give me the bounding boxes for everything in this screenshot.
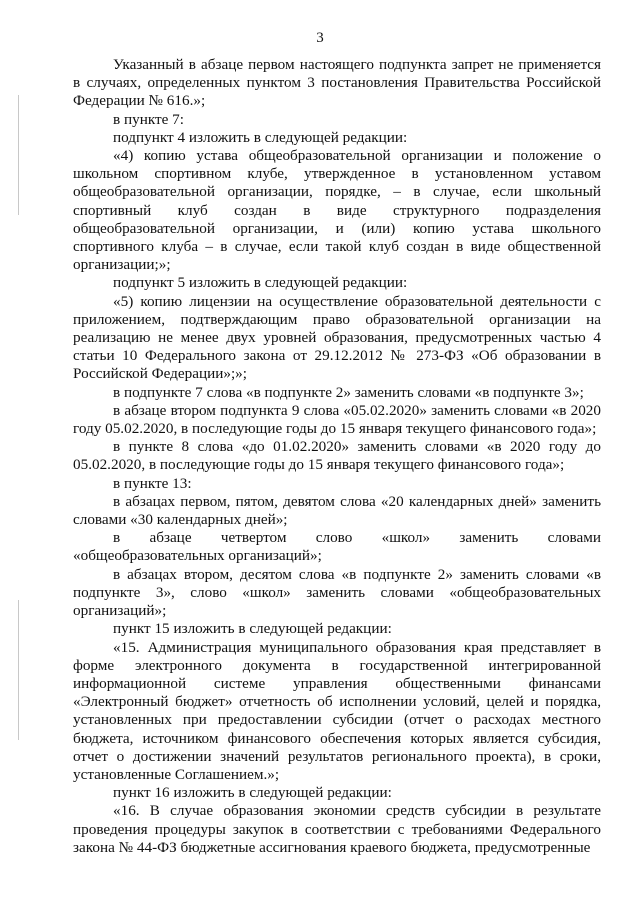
document-body — [73, 56, 601, 857]
margin-scan-mark — [18, 600, 19, 740]
paragraph: Указанный в абзаце первом настоящего подпункта запрет не применяется в случаях, определенных пунктом 3 постановления Правительства Российской Федерации № 616.»; — [73, 56, 601, 110]
margin-scan-mark — [18, 95, 19, 215]
paragraph: в абзаце четвертом слово «школ» заменить словами «общеобразовательных организаций»; — [73, 529, 601, 565]
paragraph: «15. Администрация муниципального образования края представляет в форме электронного документа в государственной интегрированной информационной системе управления общественными финансами «Электронный бюджет» отчетность об исполнении условий, целей и порядка, установленных при предоставлении субсидии (отчет о расходах местного бюджета, источником финансового обеспечения которых является субсидия, отчет о достижении значений результатов регионального проекта), в сроки, установленные Соглашением.»; — [73, 638, 601, 783]
paragraph: «4) копию устава общеобразовательной организации и положение о школьном спортивном клубе, утвержденное в установленном уставом общеобразовательной организации, порядке, – в случае, если школьный спортивный клуб создан в виде структурного подразделения общеобразовательной организации, и (или) копию устава школьного спортивного клуба – в случае, если такой клуб создан в виде общественной организации;»; — [73, 147, 601, 274]
paragraph: подпункт 5 изложить в следующей редакции: — [113, 274, 408, 292]
paragraph: «5) копию лицензии на осуществление образовательной деятельности с приложением, подтверждающим право образовательной организации на реализацию не менее двух уровней образования, предусмотренных частью 4 статьи 10 Федерального закона от 29.12.2012 № 273-ФЗ «Об образовании в Российской Федерации»;»; — [73, 292, 601, 383]
paragraph: пункт 16 изложить в следующей редакции: — [113, 784, 392, 802]
paragraph: «16. В случае образования экономии средств субсидии в результате проведения процедуры закупок в соответствии с требованиями Федерального закона № 44-ФЗ бюджетные ассигнования краевого бюджета, предусмотренные — [73, 802, 601, 856]
paragraph: в абзацах втором, десятом слова «в подпункте 2» заменить словами «в подпункте 3», слово «школ» заменить словами «общеобразовательных организаций»; — [73, 565, 601, 620]
paragraph: пункт 15 изложить в следующей редакции: — [113, 620, 392, 638]
paragraph: в абзаце втором подпункта 9 слова «05.02.2020» заменить словами «в 2020 году 05.02.2020, в последующие годы до 15 января текущего финансового года»; — [73, 401, 601, 438]
paragraph: в пункте 8 слова «до 01.02.2020» заменить словами «в 2020 году до 05.02.2020, в последующие годы до 15 января текущего финансового года»; — [73, 438, 601, 474]
paragraph: подпункт 4 изложить в следующей редакции: — [113, 128, 408, 146]
paragraph: в абзацах первом, пятом, девятом слова «20 календарных дней» заменить словами «30 календарных дней»; — [73, 492, 601, 529]
paragraph: в пункте 13: — [113, 474, 192, 492]
paragraph: в пункте 7: — [113, 110, 184, 128]
page-number: 3 — [316, 30, 324, 46]
paragraph: в подпункте 7 слова «в подпункте 2» заменить словами «в подпункте 3»; — [113, 383, 584, 401]
